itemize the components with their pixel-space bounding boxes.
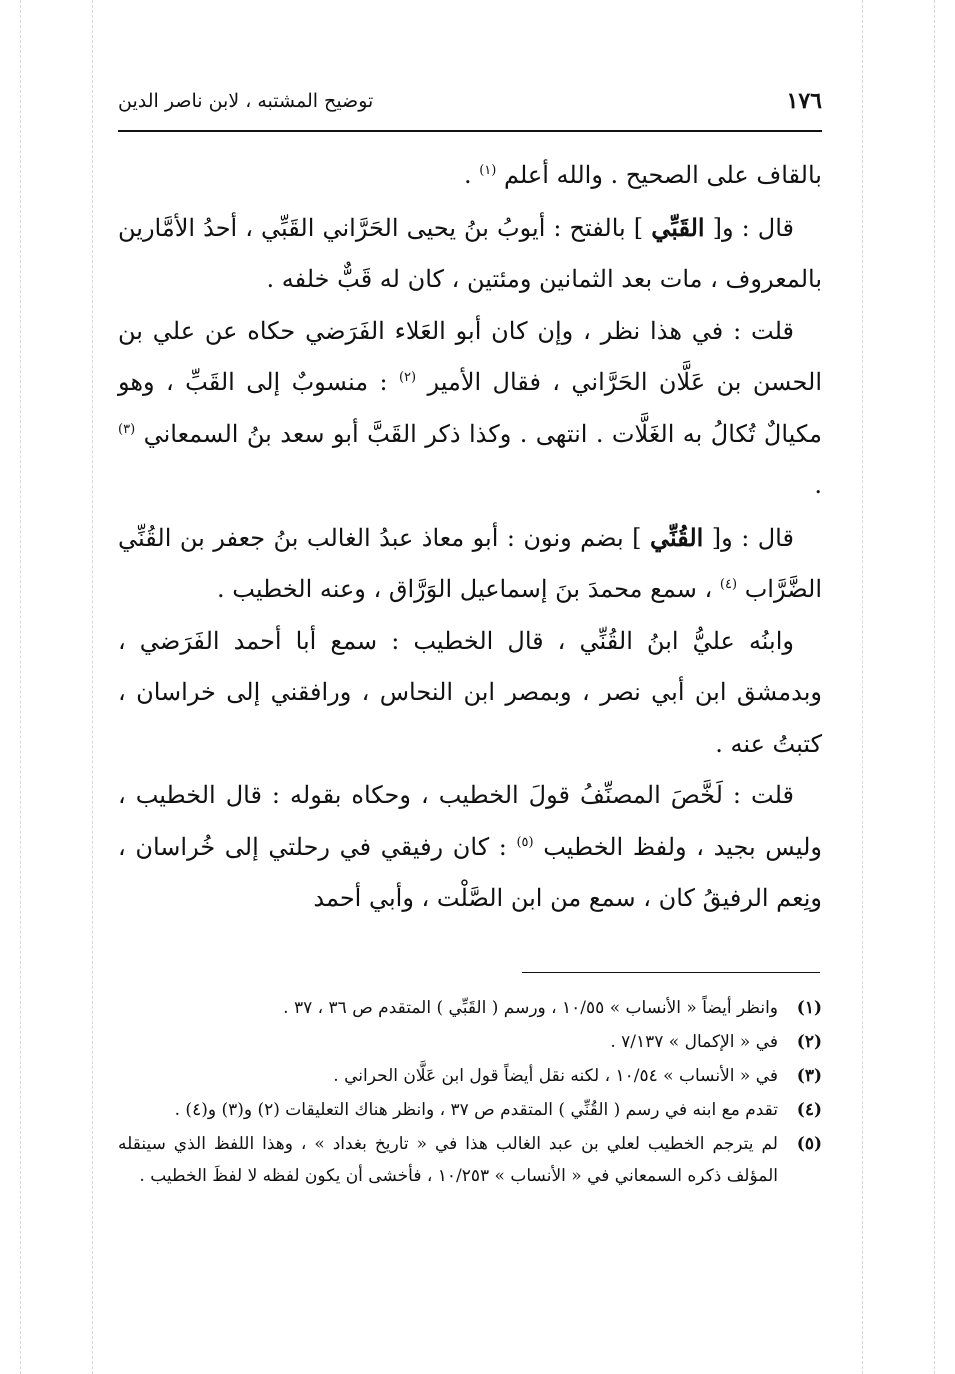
footnote [118, 1128, 822, 1192]
footnote-ref-3: (٣) [118, 421, 136, 437]
footnote-text: لم يترجم الخطيب لعلي بن عبد الغالب هذا في « تاريخ بغداد » ، وهذا اللفظ الذي سينقله المؤلف ذكره السمعاني في « الأنساب » ١٠/٢٥٣ ، فأخشى أن يكون لفظه لا لفظَ الخطيب . [118, 1134, 778, 1186]
scan-edge-inner-right [862, 0, 864, 1374]
rubric-qabbi: القَبِّي [651, 212, 705, 242]
footnote-text: في « الأنساب » ١٠/٥٤ ، لكنه نقل أيضاً قول ابن عَلَّان الحراني . [333, 1066, 778, 1086]
running-header [118, 88, 822, 124]
footnote-text: في « الإكمال » ٧/١٣٧ . [610, 1032, 778, 1052]
footnote-text: تقدم مع ابنه في رسم ( القُنِّي ) المتقدم ص ٣٧ ، وانظر هناك التعليقات (٢) و(٣) و(٤) . [174, 1100, 778, 1120]
paragraph-2: قال : و[ القَبِّي ] بالفتح : أيوبُ بنُ يحيى الحَرَّاني القَبِّي ، أحدُ الأمَّارين بالمعروف ، مات بعد الثمانين ومئتين ، كان له قَبٌّ خلفه . [118, 212, 822, 293]
footnote [118, 1094, 822, 1126]
footnote-number: (١) [796, 998, 822, 1018]
footnote-number: (٥) [796, 1134, 822, 1154]
paragraph-4: قال : و[ القُنِّي ] بضم ونون : أبو معاذ عبدُ الغالب بنُ جعفر بن القُنِّي الضَّرَّاب $^{(٤)}$ ، سمع محمدَ بنَ إسماعيل الوَرَّاق ، وعنه الخطيب . [118, 522, 822, 603]
footnote-number: (٤) [796, 1100, 822, 1120]
paragraph-1: بالقاف على الصحيح . والله أعلم $^{(١)}$ . [463, 161, 822, 189]
paragraph-6: قلت : لَخَّصَ المصنِّفُ قولَ الخطيب ، وحكاه بقوله : قال الخطيب ، وليس بجيد ، ولفظ الخطيب $^{(٥)}$ : كان رفيقي في رحلتي إلى خُراسان ، ونِعم الرفيقُ كان ، سمع من ابن الصَّلْت ، وأبي أحمد [118, 781, 822, 912]
footnote-ref-5: (٥) [516, 834, 534, 850]
page-number: ١٧٦ [786, 88, 822, 114]
scan-edge-right [934, 0, 936, 1374]
footnote-ref-4: (٤) [719, 577, 738, 592]
footnote [118, 1060, 822, 1092]
paragraph-3: قلت : في هذا نظر ، وإن كان أبو العَلاء الفَرَضي حكاه عن علي بن الحسن بن عَلَّان الحَرَّاني ، فقال الأمير $^{(٢)}$ : منسوبٌ إلى القَبِّ ، وهو مكيالٌ تُكالُ به الغَلَّات . انتهى . وكذا ذكر القَبَّ أبو سعد بنُ السمعاني $^{(٣)}$ . [118, 316, 823, 499]
scan-edge-inner-left [92, 0, 94, 1374]
header-rule [118, 130, 822, 132]
footnote [118, 992, 822, 1024]
rubric-qunni: القُنِّي [649, 522, 704, 552]
main-text [118, 150, 822, 925]
footnote-number: (٢) [796, 1032, 822, 1052]
footnote-number: (٣) [796, 1066, 822, 1086]
footnote [118, 1026, 822, 1058]
footnote-ref-1: (١) [479, 163, 497, 178]
scan-edge-left [20, 0, 22, 1374]
paragraph-5: وابنُه عليُّ ابنُ القُنِّي ، قال الخطيب : سمع أبا أحمد الفَرَضي ، وبدمشق ابن أبي نصر ، وبمصر ابن النحاس ، ورافقني إلى خراسان ، كتبتُ عنه . [118, 626, 822, 758]
footnote-ref-2: (٢) [398, 370, 417, 385]
footnote-rule [522, 972, 820, 973]
running-title: توضيح المشتبه ، لابن ناصر الدين [118, 90, 374, 112]
footnote-text: وانظر أيضاً « الأنساب » ١٠/٥٥ ، ورسم ( القَبِّي ) المتقدم ص ٣٦ ، ٣٧ . [283, 998, 778, 1018]
footnotes [118, 992, 822, 1194]
